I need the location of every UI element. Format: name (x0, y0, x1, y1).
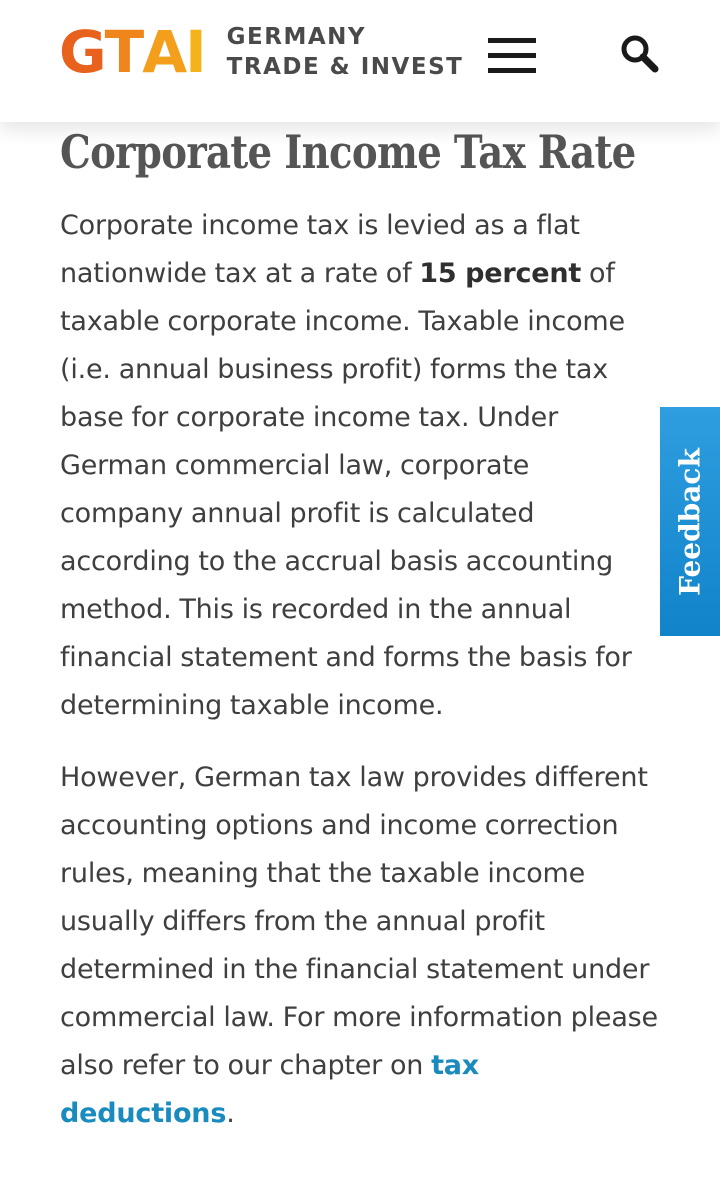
tax-deductions-link[interactable]: tax deductions (60, 1050, 480, 1129)
site-header (0, 0, 720, 122)
tax-rate-value: 15 percent (419, 258, 582, 289)
hamburger-menu-icon[interactable] (486, 36, 538, 74)
menu-bar-top (488, 38, 536, 43)
menu-bar-middle (488, 53, 536, 58)
logo-mark (59, 18, 205, 86)
paragraph-1-text-start: Corporate income tax is levied as a flat nationwide tax at a rate of (60, 210, 580, 289)
search-icon-graphic (618, 32, 662, 76)
logo-letter-a: A (142, 18, 186, 86)
logo-line-germany: GERMANY (226, 24, 367, 50)
logo-letter-g: G (59, 18, 105, 86)
logo-letter-t: T (104, 18, 143, 86)
logo-line-trade-invest: TRADE & INVEST (226, 54, 464, 80)
article-content (60, 120, 660, 1138)
search-icon[interactable] (618, 32, 662, 76)
logo-letter-i: I (185, 18, 205, 86)
paragraph-tax-rate (60, 202, 660, 730)
feedback-tab[interactable] (660, 407, 720, 636)
page-title: Corporate Income Tax Rate (60, 125, 636, 179)
paragraph-1-text-end: of taxable corporate income. Taxable income (i.e. annual business profit) forms the tax base for corporate income tax. Under German commercial law, corporate company annual profit is calculated according to the accrual basis accounting method. This is recorded in the annual financial statement and forms the basis for determining taxable income. (60, 258, 632, 721)
paragraph-tax-law (60, 754, 660, 1138)
logo-wordmark (227, 22, 464, 82)
paragraph-2-period: . (226, 1098, 235, 1129)
feedback-label: Feedback (673, 447, 707, 596)
gtai-logo[interactable] (59, 18, 464, 86)
paragraph-2-text: However, German tax law provides different accounting options and income correction rules, meaning that the taxable income usually differs from the annual profit determined in the financial statement under commercial law. For more information please also refer to our chapter on (60, 762, 658, 1081)
menu-bar-bottom (488, 68, 536, 73)
